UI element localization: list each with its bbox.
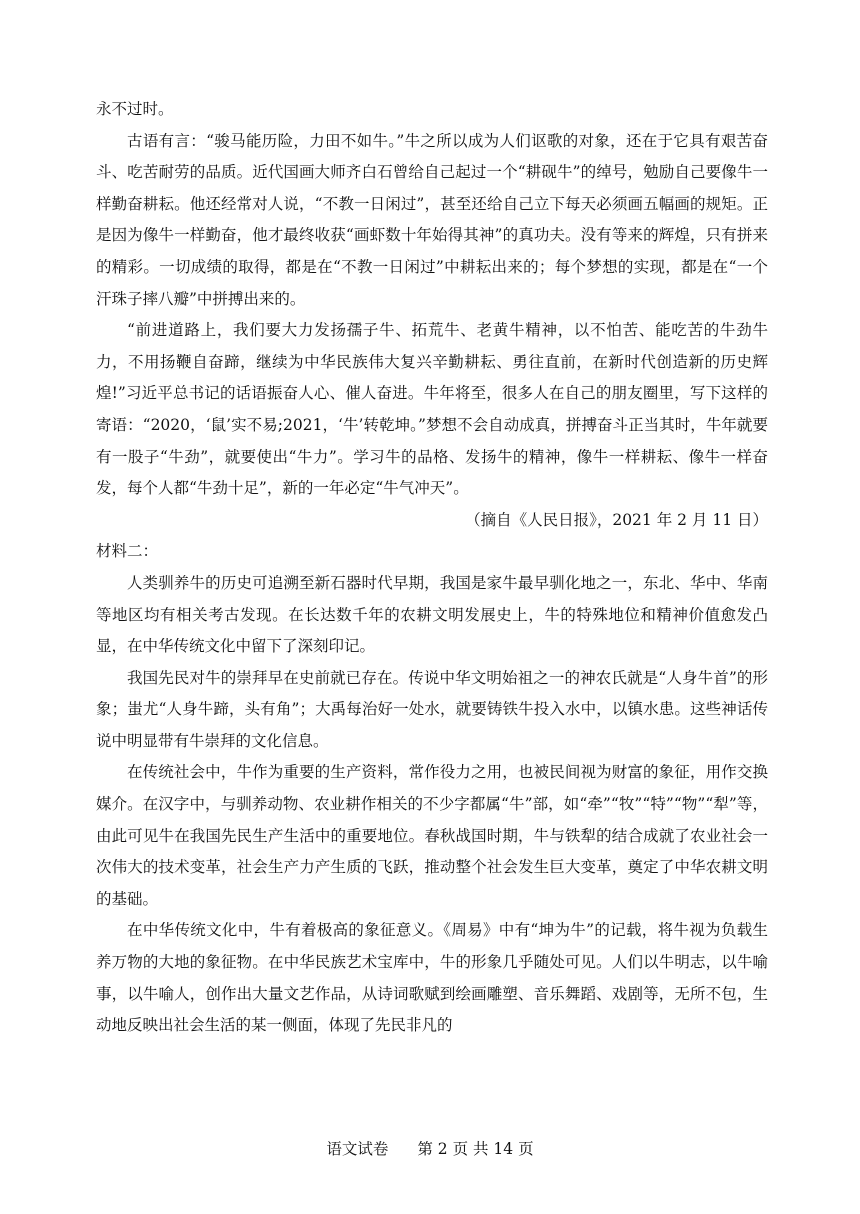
paragraph: “前进道路上，我们要大力发扬孺子牛、拓荒牛、老黄牛精神，以不怕苦、能吃苦的牛劲牛力，不用扬鞭自奋蹄，继续为中华民族伟大复兴辛勤耕耘、勇往直前，在新时代创造新的历史辉煌!”习近平总书记的话语振奋人心、催人奋进。牛年将至，很多人在自己的朋友圈里，写下这样的寄语：“2020，‘鼠’实不易;2021，‘牛’转乾坤。”梦想不会自动成真，拼搏奋斗正当其时，牛年就要有一股子“牛劲”，就要使出“牛力”。学习牛的品格、发扬牛的精神，像牛一样耕耘、像牛一样奋发，每个人都“牛劲十足”，新的一年必定“牛气冲天”。 (96, 321, 768, 498)
section-label: 材料二： (96, 542, 159, 561)
paragraph: 在中华传统文化中，牛有着极高的象征意义。《周易》中有“坤为牛”的记载，将牛视为负载生养万物的大地的象征物。在中华民族艺术宝库中，牛的形象几乎随处可见。人们以牛明志，以牛喻事，以牛喻人，创作出大量文艺作品，从诗词歌赋到绘画雕塑、音乐舞蹈、戏剧等，无所不包，生动地反映出社会生活的某一侧面，体现了先民非凡的 (96, 921, 768, 1035)
footer-subject: 语文试卷 (326, 1140, 389, 1158)
document-body (96, 94, 768, 1042)
paragraph: 我国先民对牛的崇拜早在史前就已存在。传说中华文明始祖之一的神农氏就是“人身牛首”的形象；蚩尤“人身牛蹄，头有角”；大禹每治好一处水，就要铸铁牛投入水中，以镇水患。这些神话传说中明显带有牛崇拜的文化信息。 (96, 668, 768, 750)
page-footer (0, 1137, 860, 1159)
footer-page-number: 第 2 页 共 14 页 (417, 1140, 534, 1158)
paragraph: 永不过时。 (96, 100, 174, 118)
paragraph: 人类驯养牛的历史可追溯至新石器时代早期，我国是家牛最早驯化地之一，东北、华中、华南等地区均有相关考古发现。在长达数千年的农耕文明发展史上，牛的特殊地位和精神价值愈发凸显，在中华传统文化中留下了深刻印记。 (96, 573, 768, 656)
paragraph: 在传统社会中，牛作为重要的生产资料，常作役力之用，也被民间视为财富的象征，用作交换媒介。在汉字中，与驯养动物、农业耕作相关的不少字都属“牛”部，如“牵”“牧”“特”“物”“犁”等，由此可见牛在我国先民生产生活中的重要地位。春秋战国时期，牛与铁犁的结合成就了农业社会一次伟大的技术变革，社会生产力产生质的飞跃，推动整个社会发生巨大变革，奠定了中华农耕文明的基础。 (96, 763, 768, 908)
source-citation: （摘自《人民日报》，2021 年 2 月 11 日） (465, 510, 768, 529)
paragraph: 古语有言：“骏马能历险，力田不如牛。”牛之所以成为人们讴歌的对象，还在于它具有艰苦奋斗、吃苦耐劳的品质。近代国画大师齐白石曾给自己起过一个“耕砚牛”的绰号，勉励自己要像牛一样勤奋耕耘。他还经常对人说，“不教一日闲过”，甚至还给自己立下每天必须画五幅画的规矩。正是因为像牛一样勤奋，他才最终收获“画虾数十年始得其神”的真功夫。没有等来的辉煌，只有拼来的精彩。一切成绩的取得，都是在“不教一日闲过”中耕耘出来的；每个梦想的实现，都是在“一个汗珠子摔八瓣”中拼搏出来的。 (96, 131, 768, 308)
